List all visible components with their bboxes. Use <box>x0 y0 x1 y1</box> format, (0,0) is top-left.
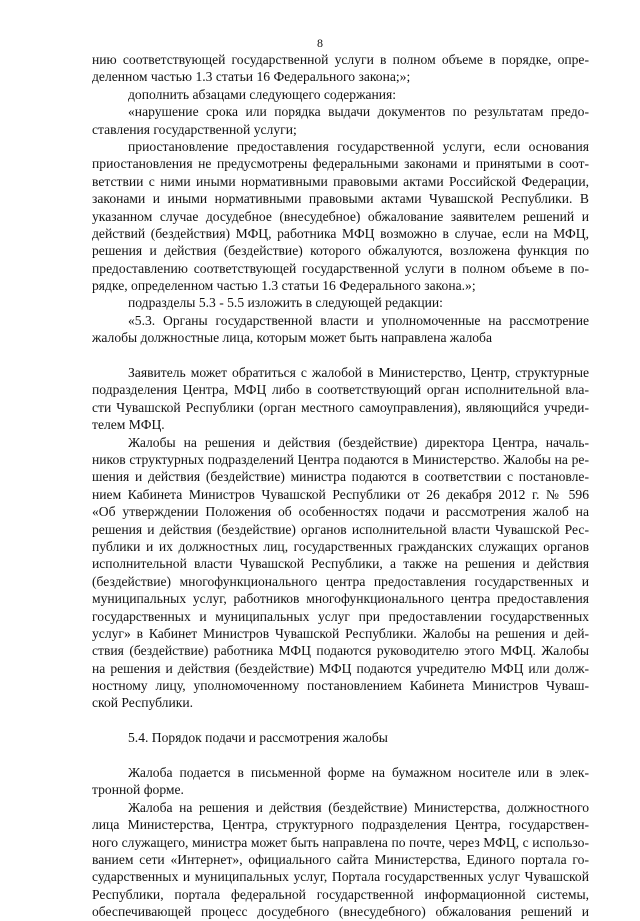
text-line: указанном случае досудебное (внесудебное) обжалование заявителем решений и <box>92 208 589 224</box>
text-line: законами и иными нормативными правовыми актами Чувашской Республики. В <box>92 191 589 207</box>
text-line: «нарушение срока или порядка выдачи документов по результатам предо- <box>128 104 589 120</box>
text-line: предоставлению соответствующей государственной услуги в полном объеме в по- <box>92 260 589 276</box>
text-line: Жалобы на решения и действия (бездействие) директора Центра, началь- <box>128 434 589 450</box>
text-line: телем МФЦ. <box>92 417 165 433</box>
text-line: ванием сети «Интернет», официального сайта Министерства, Единого портала го- <box>92 851 589 867</box>
text-line: публики и их должностных лиц, государственных гражданских служащих органов <box>92 538 589 554</box>
text-line: деленном частью 1.3 статьи 16 Федерального закона;»; <box>92 69 411 85</box>
text-line: сударственных и муниципальных услуг, Портала государственных услуг Чувашской <box>92 869 589 885</box>
text-line: дополнить абзацами следующего содержания: <box>128 86 397 102</box>
text-line: нию соответствующей государственной услуги в полном объеме в порядке, опре- <box>92 52 589 67</box>
text-line: жалобы должностные лица, которым может быть направлена жалоба <box>92 330 492 346</box>
text-line: Жалоба подается в письменной форме на бумажном носителе или в элек- <box>128 765 589 781</box>
text-line: шения и действия (бездействие) министра подаются в соответствии с постановле- <box>92 469 589 485</box>
text-line: государственных и муниципальных услуг при предоставлении государственных <box>92 608 589 624</box>
text-line: ствия (бездействие) работника МФЦ подаются руководителю этого МФЦ. Жалобы <box>92 643 589 659</box>
text-line: услуг» в Кабинет Министров Чувашской Республики. Жалобы на решения и дей- <box>92 625 589 641</box>
text-line: ставления государственной услуги; <box>92 121 297 137</box>
document-body <box>92 51 589 921</box>
text-line: тронной форме. <box>92 782 184 798</box>
blank-line <box>92 747 589 764</box>
text-line: решения и действия (бездействие) органов исполнительной власти Чувашской Рес- <box>92 521 589 537</box>
text-line: приостановления не предусмотрены федеральными законами и принятыми в соот- <box>92 156 589 172</box>
text-line: «5.3. Органы государственной власти и уполномоченные на рассмотрение <box>128 312 589 328</box>
text-line: Заявитель может обратиться с жалобой в Министерство, Центр, структурные <box>128 365 589 381</box>
page-number: 8 <box>317 36 323 50</box>
text-line: обеспечивающей процесс досудебного (внесудебного) обжалования решений и <box>92 904 589 920</box>
text-line: подразделения Центра, МФЦ либо в соответствующий орган исполнительной вла- <box>92 382 589 398</box>
blank-line <box>92 712 589 729</box>
text-line: (бездействие) многофункционального центра предоставления государственных и <box>92 573 589 589</box>
text-line: 5.4. Порядок подачи и рассмотрения жалобы <box>128 730 388 746</box>
text-line: ного служащего, министра может быть направлена по почте, через МФЦ, с использо- <box>92 834 589 850</box>
text-line: сти Чувашской Республики (орган местного самоуправления), являющийся учреди- <box>92 399 589 415</box>
text-line: рядке, определенном частью 1.3 статьи 16 Федерального закона.»; <box>92 278 476 294</box>
text-line: на решения и действия (бездействие) МФЦ подаются учредителю МФЦ или долж- <box>92 660 589 676</box>
text-line: Республики, портала федеральной государственной информационной системы, <box>92 886 589 902</box>
text-line: муниципальных услуг, работников многофункционального центра предоставления <box>92 591 589 607</box>
text-line: лица Министерства, Центра, структурного подразделения Центра, государствен- <box>92 817 589 833</box>
text-line: подразделы 5.3 - 5.5 изложить в следующей редакции: <box>128 295 443 311</box>
text-line: приостановление предоставления государственной услуги, если основания <box>128 138 589 154</box>
text-line: ников структурных подразделений Центра подаются в Министерство. Жалобы на ре- <box>92 451 589 467</box>
text-line: действий (бездействия) МФЦ, работника МФЦ возможно в случае, если на МФЦ, <box>92 225 589 241</box>
text-line: исполнительной власти Чувашской Республики, а также на решения и действия <box>92 556 589 572</box>
text-line: ностному лицу, уполномоченному постановлением Кабинета Министров Чуваш- <box>92 678 589 694</box>
text-line: решения и действия (бездействие) которого обжалуются, возложена функция по <box>92 243 589 259</box>
text-line: «Об утверждении Положения об особенностях подачи и рассмотрения жалоб на <box>92 504 589 520</box>
text-line: нием Кабинета Министров Чувашской Республики от 26 декабря 2012 г. № 596 <box>92 486 589 502</box>
text-line: ветствии с ними иными нормативными правовыми актами Российской Федерации, <box>92 173 589 189</box>
text-line: Жалоба на решения и действия (бездействие) Министерства, должностного <box>128 799 589 815</box>
text-line: ской Республики. <box>92 695 194 711</box>
blank-line <box>92 347 589 364</box>
